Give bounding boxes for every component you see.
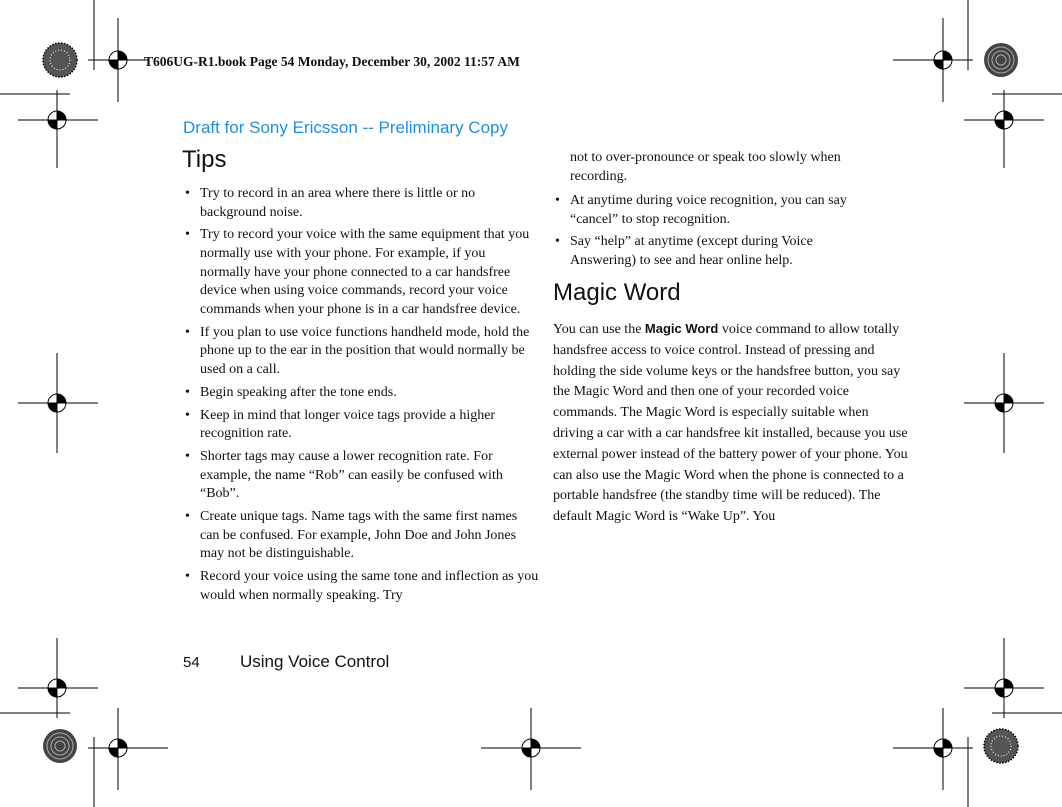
magic-word-heading: Magic Word <box>553 279 681 306</box>
tips-list-continued <box>552 192 872 275</box>
list-item: • Shorter tags may cause a lower recognition rate. For example, the name “Rob” can easily be confused with “Bob”. <box>182 448 539 504</box>
list-item: • Keep in mind that longer voice tags provide a higher recognition rate. <box>182 407 539 444</box>
paragraph-body: voice command to allow totally handsfree access to voice control. Instead of pressing and holding the side volume keys or the handsfree button, you say the Magic Word and then one of your recorded voice commands. The Magic Word is especially suitable when driving a car with a car handsfree kit installed, because you use external power instead of the battery power of your phone. You can also use the Magic Word when the phone is connected to a portable handsfree (the standby time will be reduced). The default Magic Word is “Wake Up”. You <box>553 322 908 525</box>
paragraph-intro: You can use the <box>553 322 645 337</box>
draft-notice: Draft for Sony Ericsson -- Preliminary Copy <box>183 118 508 137</box>
command-name: Magic Word <box>644 321 719 336</box>
page-number: 54 <box>183 654 200 671</box>
list-item: • Try to record in an area where there is little or no background noise. <box>182 185 539 222</box>
section-title: Using Voice Control <box>240 652 390 671</box>
tips-list <box>182 185 539 610</box>
list-item: • Say “help” at anytime (except during Voice Answering) to see and hear online help. <box>552 233 872 270</box>
list-item: • If you plan to use voice functions handheld mode, hold the phone up to the ear in the position that would normally be used on a call. <box>182 324 539 380</box>
list-item: • Try to record your voice with the same equipment that you normally use with your phone. For example, if you normally have your phone connected to a car handsfree device when using voice commands, record your voice commands when your phone is in a car handsfree device. <box>182 226 539 319</box>
print-header: T606UG-R1.book Page 54 Monday, December 30, 2002 11:57 AM <box>144 54 520 69</box>
list-item: • Record your voice using the same tone and inflection as you would when normally speaking. Try <box>182 568 539 605</box>
tip-continuation: not to over-pronounce or speak too slowly when recording. <box>570 150 841 184</box>
list-item: • Create unique tags. Name tags with the same first names can be confused. For example, John Doe and John Jones may not be distinguishable. <box>182 508 539 564</box>
magic-word-paragraph <box>553 319 910 528</box>
list-item: • Begin speaking after the tone ends. <box>182 384 539 403</box>
tips-heading: Tips <box>182 146 227 173</box>
list-item: • At anytime during voice recognition, you can say “cancel” to stop recognition. <box>552 192 872 229</box>
